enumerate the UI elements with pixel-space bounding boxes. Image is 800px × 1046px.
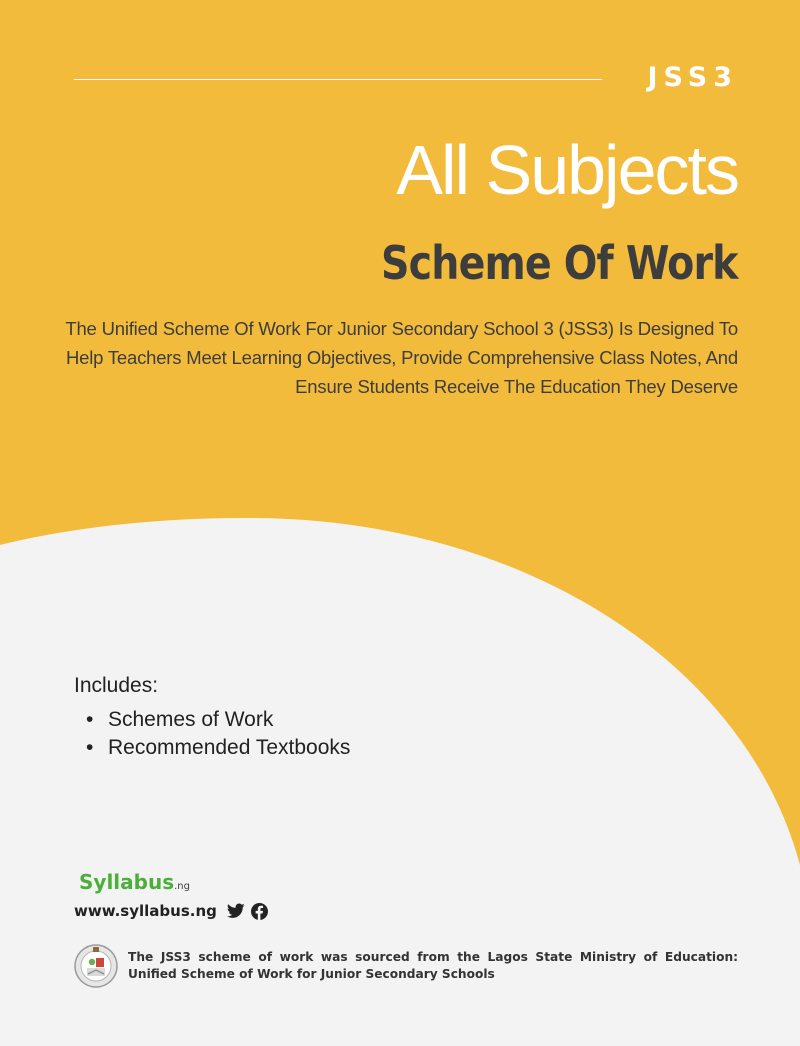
facebook-icon[interactable] xyxy=(251,903,268,920)
list-item-label: Schemes of Work xyxy=(108,708,274,731)
includes-label: Includes: xyxy=(74,674,159,697)
includes-list xyxy=(74,706,350,762)
bullet: • xyxy=(86,708,94,731)
ministry-seal-icon xyxy=(74,944,118,988)
page-title: All Subjects xyxy=(396,131,738,209)
header-rule xyxy=(74,79,602,80)
grade-label: JSS3 xyxy=(647,62,738,93)
includes-section xyxy=(74,674,350,762)
list-item xyxy=(74,734,350,762)
page-subtitle: Scheme Of Work xyxy=(381,236,738,290)
twitter-icon[interactable] xyxy=(227,903,245,919)
cover-description: The Unified Scheme Of Work For Junior Secondary School 3 (JSS3) Is Designed To Help Teachers Meet Learning Objectives, Provide Comprehensive Class Notes, And Ensure Students Receive The Education They Deserve xyxy=(65,318,738,397)
logo-main-text: Syllabus xyxy=(79,870,175,894)
bullet: • xyxy=(86,736,94,759)
website-link[interactable]: www.syllabus.ng xyxy=(74,902,217,920)
list-item-label: Recommended Textbooks xyxy=(108,736,351,759)
syllabus-logo[interactable] xyxy=(79,870,190,894)
source-note: The JSS3 scheme of work was sourced from the Lagos State Ministry of Education: Unified Scheme of Work for Junior Secondary Schools xyxy=(128,950,738,981)
list-item xyxy=(74,706,350,734)
website-row xyxy=(74,902,268,920)
logo-tld-text: .ng xyxy=(174,881,190,892)
